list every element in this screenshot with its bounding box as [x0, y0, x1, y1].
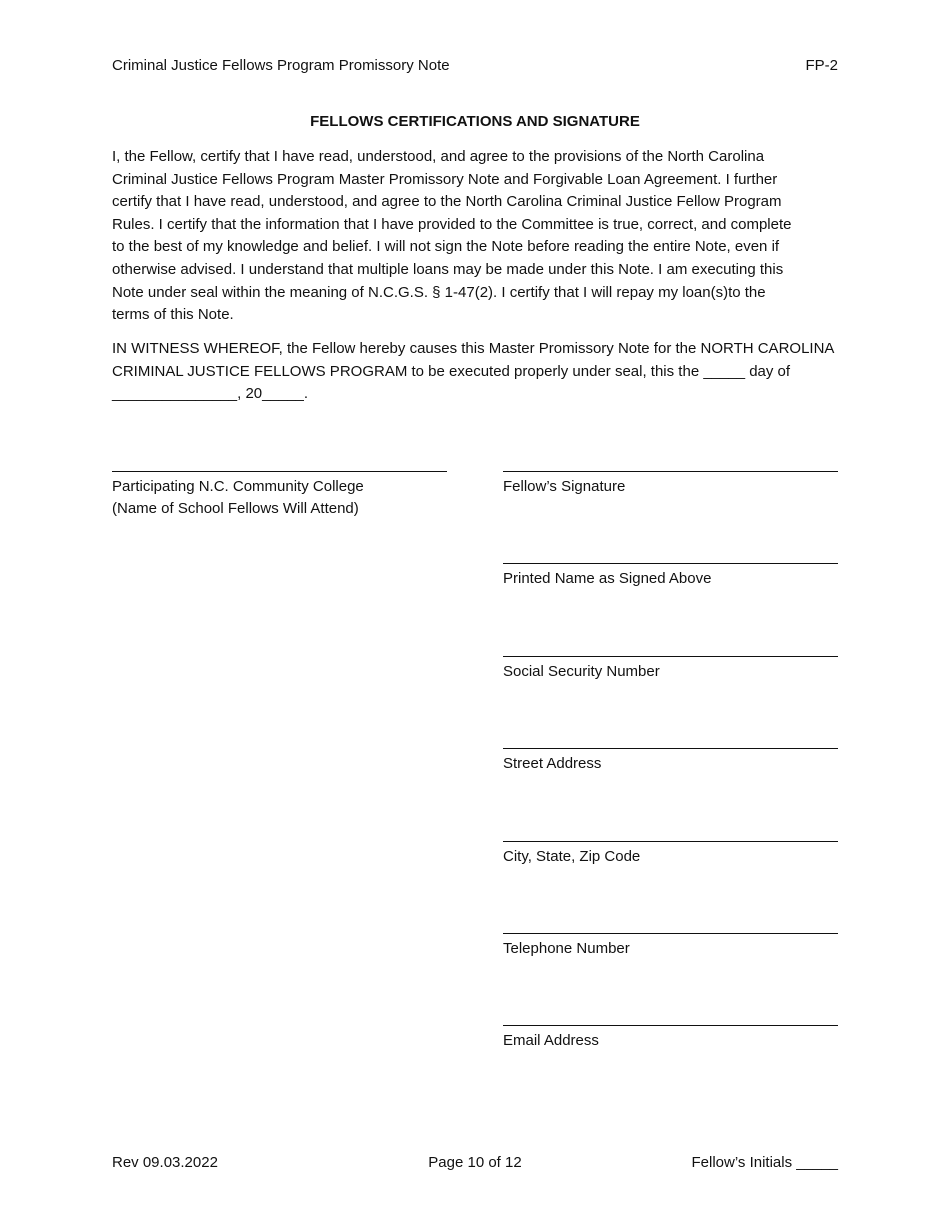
street-address-block [503, 748, 838, 775]
certification-line: to the best of my knowledge and belief. I will not sign the Note before reading the entire Note, even if [112, 238, 780, 256]
email-label: Email Address [503, 1032, 599, 1049]
revision-date: Rev 09.03.2022 [112, 1154, 218, 1171]
printed-name-line[interactable] [503, 563, 838, 564]
form-code: FP-2 [805, 57, 838, 74]
college-label: Participating N.C. Community College [112, 478, 364, 495]
witness-line: CRIMINAL JUSTICE FELLOWS PROGRAM to be executed properly under seal, this the _____ day of [112, 362, 791, 380]
fellow-signature-line[interactable] [503, 471, 838, 472]
page-number: Page 10 of 12 [428, 1154, 522, 1171]
email-block [503, 1025, 838, 1052]
ssn-label: Social Security Number [503, 663, 660, 680]
printed-name-label: Printed Name as Signed Above [503, 570, 712, 587]
college-signature-line[interactable] [112, 471, 447, 472]
certification-line: Note under seal within the meaning of N.C.G.S. § 1-47(2). I certify that I will repay my loan(s)to the [112, 283, 766, 301]
street-address-line[interactable] [503, 748, 838, 749]
college-sublabel: (Name of School Fellows Will Attend) [112, 500, 359, 517]
certification-line: Criminal Justice Fellows Program Master Promissory Note and Forgivable Loan Agreement. I further [112, 170, 778, 188]
email-line[interactable] [503, 1025, 838, 1026]
telephone-line[interactable] [503, 933, 838, 934]
college-signature-block [112, 471, 447, 520]
fellow-signature-block [503, 471, 838, 498]
certification-line: certify that I have read, understood, and agree to the North Carolina Criminal Justice Fellow Program [112, 193, 782, 211]
witness-paragraph [112, 338, 840, 406]
section-title: FELLOWS CERTIFICATIONS AND SIGNATURE [310, 113, 640, 130]
fellow-initials: Fellow’s Initials _____ [691, 1154, 838, 1171]
certification-line: otherwise advised. I understand that multiple loans may be made under this Note. I am executing this [112, 260, 784, 278]
witness-line: _______________, 20_____. [112, 385, 309, 403]
telephone-block [503, 933, 838, 960]
city-state-zip-label: City, State, Zip Code [503, 848, 641, 865]
certification-line: terms of this Note. [112, 306, 234, 324]
city-state-zip-block [503, 841, 838, 868]
printed-name-block [503, 563, 838, 590]
city-state-zip-line[interactable] [503, 841, 838, 842]
ssn-line[interactable] [503, 656, 838, 657]
ssn-block [503, 656, 838, 683]
certification-paragraph [112, 146, 840, 327]
certification-line: Rules. I certify that the information that I have provided to the Committee is true, correct, and complete [112, 215, 792, 233]
witness-line: IN WITNESS WHEREOF, the Fellow hereby causes this Master Promissory Note for the NORTH CAROLINA [112, 340, 835, 357]
certification-line: I, the Fellow, certify that I have read, understood, and agree to the provisions of the North Carolina [112, 148, 765, 165]
street-address-label: Street Address [503, 755, 602, 772]
header-title: Criminal Justice Fellows Program Promissory Note [112, 57, 450, 74]
fellow-signature-label: Fellow’s Signature [503, 478, 626, 495]
telephone-label: Telephone Number [503, 940, 630, 957]
